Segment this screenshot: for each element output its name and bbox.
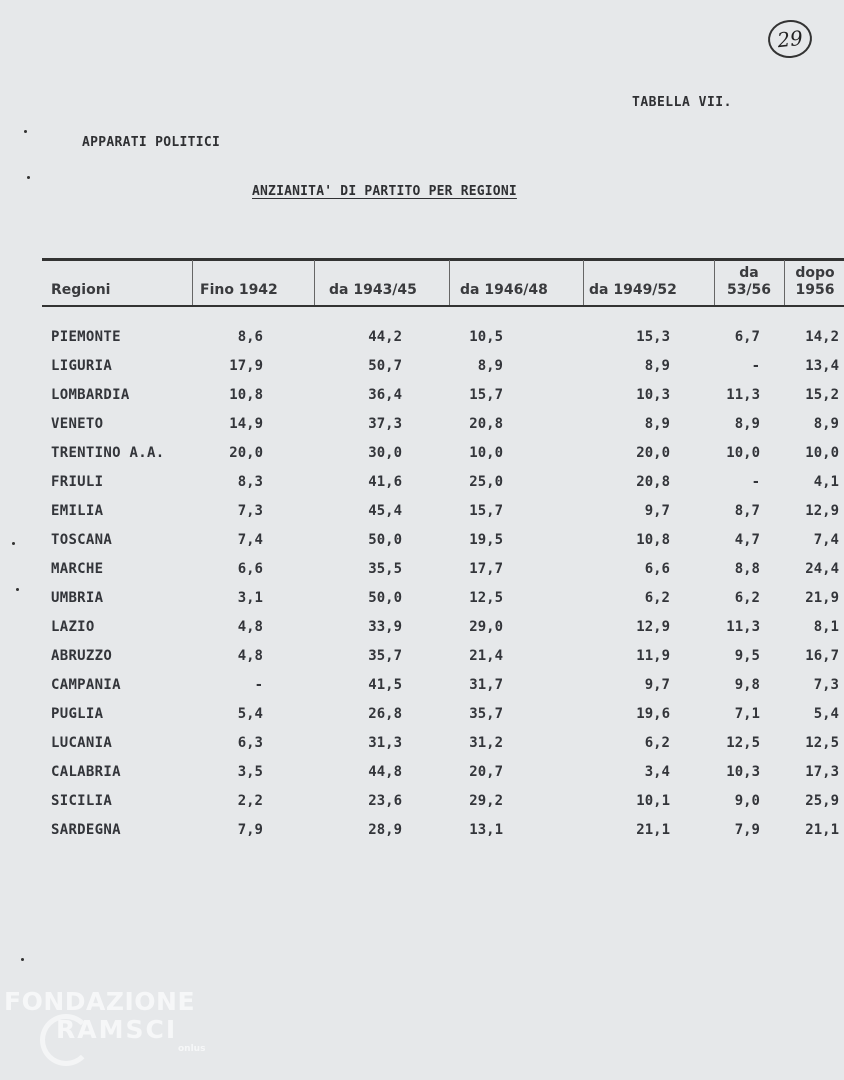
cell-da-1943-45: 30,0 — [368, 445, 402, 461]
header-regioni: Regioni — [51, 282, 111, 298]
cell-da-1946-48: 15,7 — [469, 387, 503, 403]
cell-dopo-1956: 25,9 — [805, 793, 839, 809]
cell-da-1943-45: 50,0 — [368, 590, 402, 606]
cell-fino-1942: 6,3 — [237, 735, 263, 751]
cell-da-1946-48: 20,7 — [469, 764, 503, 780]
cell-fino-1942: 20,0 — [229, 445, 263, 461]
table-row — [42, 561, 844, 590]
header-da-1946-48: da 1946/48 — [460, 282, 548, 298]
cell-da-1946-48: 15,7 — [469, 503, 503, 519]
cell-dopo-1956: 14,2 — [805, 329, 839, 345]
cell-dopo-1956: 7,3 — [813, 677, 839, 693]
cell-dopo-1956: 15,2 — [805, 387, 839, 403]
margin-dot — [21, 958, 24, 961]
cell-region: LOMBARDIA — [51, 387, 130, 403]
cell-da-1949-52: 8,9 — [644, 358, 670, 374]
cell-da-1943-45: 50,7 — [368, 358, 402, 374]
table-row — [42, 532, 844, 561]
cell-da-1946-48: 35,7 — [469, 706, 503, 722]
table-row — [42, 329, 844, 358]
cell-da-1949-52: 20,8 — [636, 474, 670, 490]
margin-dot — [12, 542, 15, 545]
cell-da-1943-45: 37,3 — [368, 416, 402, 432]
cell-dopo-1956: 21,9 — [805, 590, 839, 606]
cell-region: ABRUZZO — [51, 648, 113, 664]
column-divider — [449, 260, 450, 305]
cell-da-53-56: 9,0 — [734, 793, 760, 809]
cell-da-53-56: 9,8 — [734, 677, 760, 693]
table-row — [42, 474, 844, 503]
cell-region: FRIULI — [51, 474, 104, 490]
margin-dot — [24, 130, 27, 133]
cell-da-1943-45: 41,5 — [368, 677, 402, 693]
cell-da-1949-52: 9,7 — [644, 677, 670, 693]
cell-da-1949-52: 10,3 — [636, 387, 670, 403]
cell-da-1946-48: 31,7 — [469, 677, 503, 693]
cell-da-53-56: 8,7 — [734, 503, 760, 519]
cell-region: LIGURIA — [51, 358, 113, 374]
watermark-line2: RAMSCI — [56, 1015, 178, 1044]
header-da-53-56-bottom: 53/56 — [726, 282, 772, 298]
cell-da-1943-45: 28,9 — [368, 822, 402, 838]
cell-region: PUGLIA — [51, 706, 104, 722]
table-label: TABELLA VII. — [632, 95, 732, 110]
header-da-1943-45: da 1943/45 — [329, 282, 417, 298]
cell-da-1943-45: 35,7 — [368, 648, 402, 664]
header-fino-1942: Fino 1942 — [200, 282, 278, 298]
header-dopo-1956-top: dopo — [795, 265, 835, 281]
cell-da-53-56: 7,9 — [734, 822, 760, 838]
cell-fino-1942: 4,8 — [237, 619, 263, 635]
cell-fino-1942: 10,8 — [229, 387, 263, 403]
cell-fino-1942: 7,3 — [237, 503, 263, 519]
cell-da-53-56: 6,7 — [734, 329, 760, 345]
table-row — [42, 648, 844, 677]
cell-da-1949-52: 21,1 — [636, 822, 670, 838]
cell-dopo-1956: 10,0 — [805, 445, 839, 461]
cell-region: TOSCANA — [51, 532, 113, 548]
watermark-g-logo — [40, 1014, 92, 1066]
cell-da-1946-48: 31,2 — [469, 735, 503, 751]
cell-dopo-1956: 16,7 — [805, 648, 839, 664]
cell-fino-1942: - — [254, 677, 263, 693]
cell-da-1946-48: 20,8 — [469, 416, 503, 432]
cell-dopo-1956: 7,4 — [813, 532, 839, 548]
page-number: 29 — [766, 18, 814, 60]
table-header-rule — [42, 305, 844, 307]
cell-dopo-1956: 17,3 — [805, 764, 839, 780]
cell-da-1943-45: 35,5 — [368, 561, 402, 577]
watermark-line1: FONDAZIONE — [4, 987, 196, 1016]
cell-da-1943-45: 36,4 — [368, 387, 402, 403]
table-row — [42, 735, 844, 764]
cell-fino-1942: 4,8 — [237, 648, 263, 664]
cell-fino-1942: 17,9 — [229, 358, 263, 374]
cell-da-53-56: 9,5 — [734, 648, 760, 664]
table-row — [42, 764, 844, 793]
table-row — [42, 590, 844, 619]
margin-dot — [27, 176, 30, 179]
cell-da-1949-52: 6,2 — [644, 735, 670, 751]
header-da-53-56-top: da — [739, 265, 759, 281]
cell-da-53-56: 7,1 — [734, 706, 760, 722]
cell-da-1946-48: 10,5 — [469, 329, 503, 345]
cell-da-1943-45: 23,6 — [368, 793, 402, 809]
cell-fino-1942: 2,2 — [237, 793, 263, 809]
table-row — [42, 387, 844, 416]
table-row — [42, 619, 844, 648]
fondazione-gramsci-watermark — [4, 988, 214, 1054]
table-title: ANZIANITA' DI PARTITO PER REGIONI — [252, 184, 517, 199]
cell-da-1946-48: 19,5 — [469, 532, 503, 548]
cell-region: SICILIA — [51, 793, 113, 809]
column-divider — [192, 260, 193, 305]
cell-da-53-56: 11,3 — [726, 387, 760, 403]
table-row — [42, 503, 844, 532]
cell-region: SARDEGNA — [51, 822, 121, 838]
table-row — [42, 445, 844, 474]
cell-region: PIEMONTE — [51, 329, 121, 345]
header-dopo-1956-bottom: 1956 — [795, 282, 835, 298]
cell-da-1943-45: 50,0 — [368, 532, 402, 548]
table-row — [42, 822, 844, 851]
cell-da-1949-52: 12,9 — [636, 619, 670, 635]
cell-region: MARCHE — [51, 561, 104, 577]
table-row — [42, 416, 844, 445]
cell-da-53-56: 10,0 — [726, 445, 760, 461]
cell-da-53-56: 8,8 — [734, 561, 760, 577]
cell-da-1949-52: 6,2 — [644, 590, 670, 606]
cell-fino-1942: 7,9 — [237, 822, 263, 838]
cell-da-1946-48: 21,4 — [469, 648, 503, 664]
cell-fino-1942: 3,5 — [237, 764, 263, 780]
cell-da-1949-52: 20,0 — [636, 445, 670, 461]
cell-da-1949-52: 6,6 — [644, 561, 670, 577]
cell-dopo-1956: 12,9 — [805, 503, 839, 519]
cell-da-1946-48: 13,1 — [469, 822, 503, 838]
cell-da-53-56: 8,9 — [734, 416, 760, 432]
cell-da-1943-45: 31,3 — [368, 735, 402, 751]
cell-da-1946-48: 25,0 — [469, 474, 503, 490]
cell-region: CAMPANIA — [51, 677, 121, 693]
table-row — [42, 677, 844, 706]
cell-da-53-56: 4,7 — [734, 532, 760, 548]
column-divider — [714, 260, 715, 305]
cell-dopo-1956: 8,9 — [813, 416, 839, 432]
cell-da-1949-52: 10,1 — [636, 793, 670, 809]
cell-da-53-56: - — [751, 474, 760, 490]
cell-region: VENETO — [51, 416, 104, 432]
cell-dopo-1956: 13,4 — [805, 358, 839, 374]
cell-da-1943-45: 44,2 — [368, 329, 402, 345]
header-da-1949-52: da 1949/52 — [589, 282, 677, 298]
cell-da-1949-52: 3,4 — [644, 764, 670, 780]
cell-da-1946-48: 29,0 — [469, 619, 503, 635]
margin-dot — [16, 588, 19, 591]
cell-da-1949-52: 15,3 — [636, 329, 670, 345]
cell-da-53-56: 10,3 — [726, 764, 760, 780]
cell-da-53-56: 11,3 — [726, 619, 760, 635]
cell-da-1949-52: 9,7 — [644, 503, 670, 519]
cell-fino-1942: 7,4 — [237, 532, 263, 548]
header-dopo-1956 — [786, 260, 844, 305]
column-divider — [583, 260, 584, 305]
column-divider — [784, 260, 785, 305]
table-row — [42, 358, 844, 387]
cell-dopo-1956: 24,4 — [805, 561, 839, 577]
cell-region: EMILIA — [51, 503, 104, 519]
cell-da-1949-52: 10,8 — [636, 532, 670, 548]
cell-da-53-56: 6,2 — [734, 590, 760, 606]
cell-region: CALABRIA — [51, 764, 121, 780]
cell-fino-1942: 8,6 — [237, 329, 263, 345]
cell-da-1943-45: 26,8 — [368, 706, 402, 722]
cell-region: TRENTINO A.A. — [51, 445, 165, 461]
cell-da-1946-48: 8,9 — [477, 358, 503, 374]
cell-da-1946-48: 10,0 — [469, 445, 503, 461]
cell-dopo-1956: 8,1 — [813, 619, 839, 635]
section-title: APPARATI POLITICI — [82, 135, 221, 150]
watermark-line3: onlus — [178, 1044, 206, 1054]
cell-region: LUCANIA — [51, 735, 113, 751]
cell-da-1949-52: 19,6 — [636, 706, 670, 722]
header-da-53-56 — [718, 260, 780, 305]
cell-fino-1942: 14,9 — [229, 416, 263, 432]
cell-dopo-1956: 21,1 — [805, 822, 839, 838]
cell-da-1946-48: 29,2 — [469, 793, 503, 809]
cell-da-1943-45: 33,9 — [368, 619, 402, 635]
cell-region: UMBRIA — [51, 590, 104, 606]
cell-da-1949-52: 8,9 — [644, 416, 670, 432]
cell-da-1946-48: 12,5 — [469, 590, 503, 606]
cell-fino-1942: 6,6 — [237, 561, 263, 577]
cell-da-1946-48: 17,7 — [469, 561, 503, 577]
cell-fino-1942: 8,3 — [237, 474, 263, 490]
table-row — [42, 706, 844, 735]
cell-region: LAZIO — [51, 619, 95, 635]
cell-da-1943-45: 41,6 — [368, 474, 402, 490]
cell-dopo-1956: 12,5 — [805, 735, 839, 751]
cell-da-1943-45: 44,8 — [368, 764, 402, 780]
cell-da-53-56: - — [751, 358, 760, 374]
cell-da-1943-45: 45,4 — [368, 503, 402, 519]
table-row — [42, 793, 844, 822]
cell-da-1949-52: 11,9 — [636, 648, 670, 664]
cell-dopo-1956: 5,4 — [813, 706, 839, 722]
cell-fino-1942: 3,1 — [237, 590, 263, 606]
cell-dopo-1956: 4,1 — [813, 474, 839, 490]
cell-da-53-56: 12,5 — [726, 735, 760, 751]
cell-fino-1942: 5,4 — [237, 706, 263, 722]
column-divider — [314, 260, 315, 305]
